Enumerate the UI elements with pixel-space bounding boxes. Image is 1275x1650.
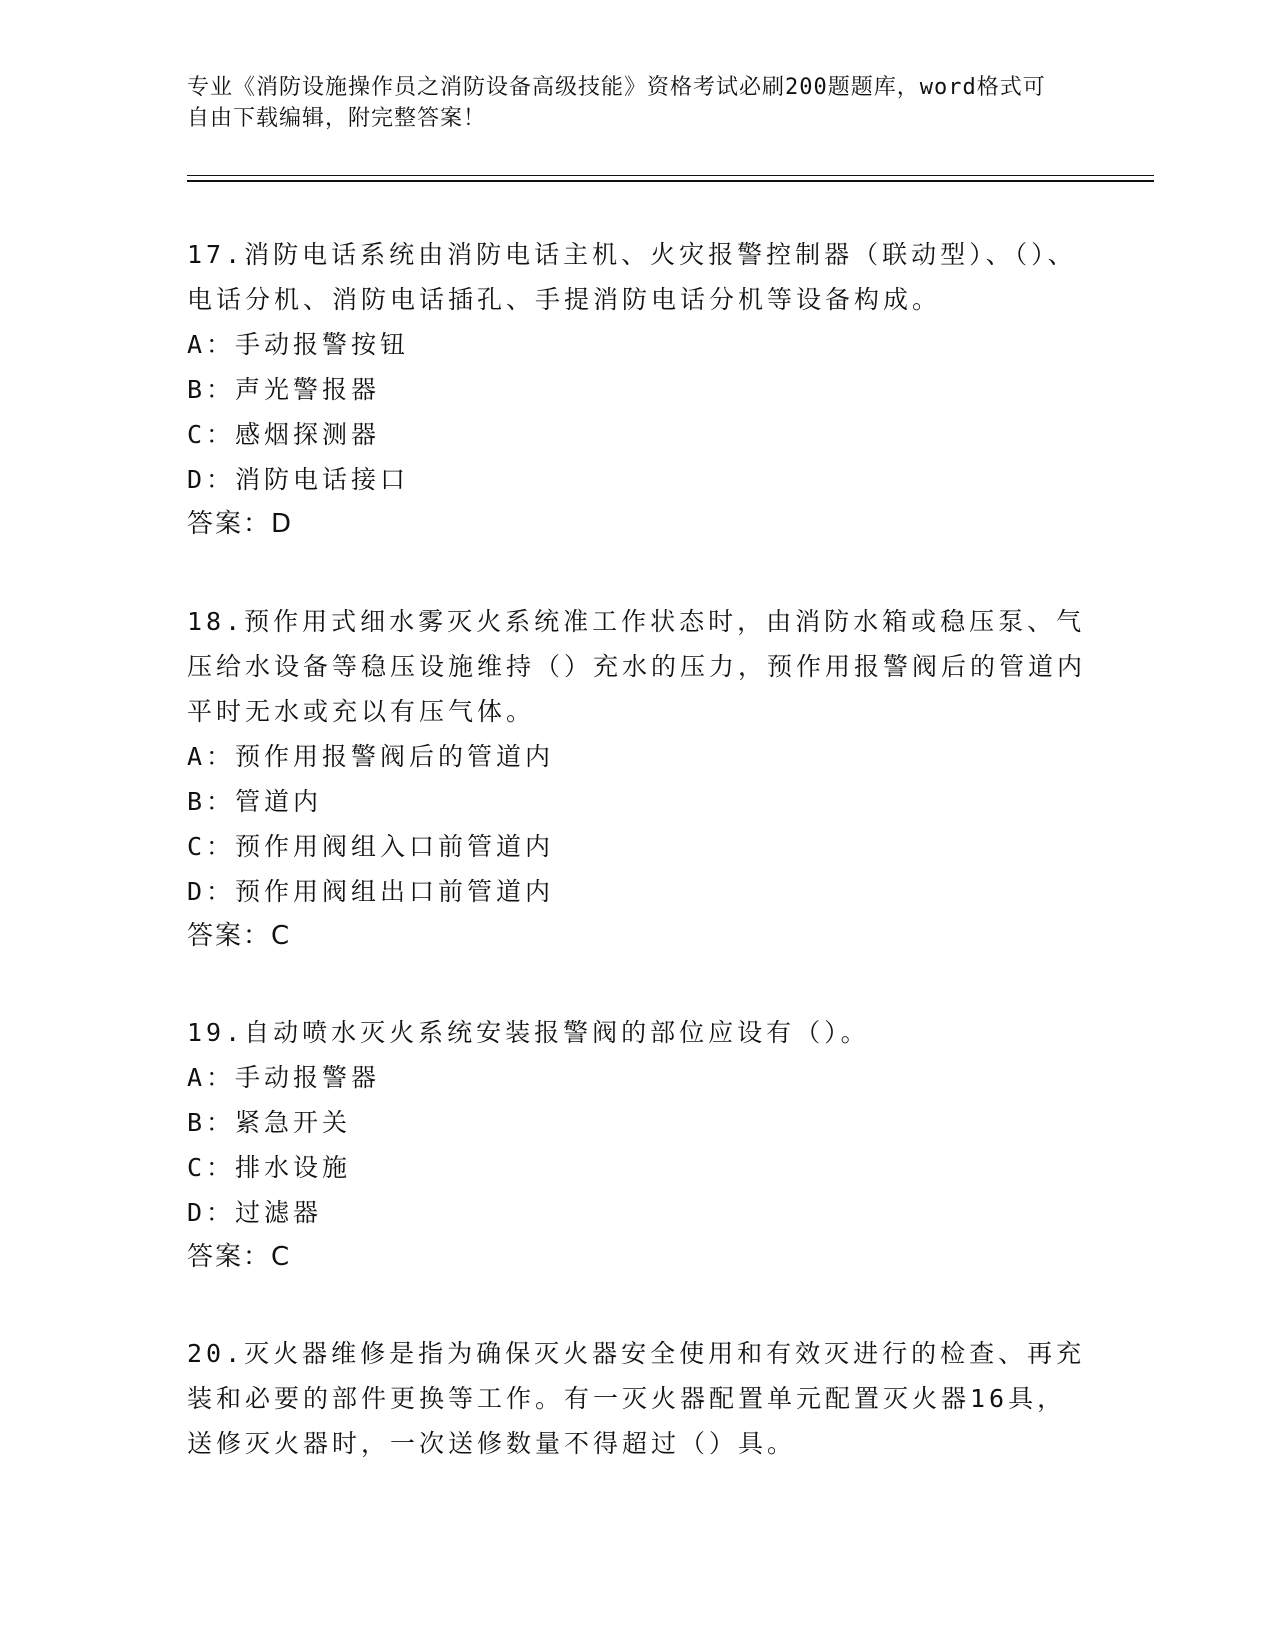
header-divider-thick <box>187 180 1154 182</box>
answer-label: 答案：C <box>187 921 292 951</box>
option-a: A：手动报警按钮 <box>187 330 410 359</box>
option-d: D：过滤器 <box>187 1198 323 1227</box>
question-stem: 17.消防电话系统由消防电话主机、火灾报警控制器（联动型）、（）、电话分机、消防电话插孔、手提消防电话分机等设备构成。 <box>187 240 1077 314</box>
option-b: B：紧急开关 <box>187 1108 352 1137</box>
answer-label: 答案：D <box>187 509 294 539</box>
header-divider-thin <box>187 175 1154 176</box>
option-b: B：声光警报器 <box>187 375 381 404</box>
question-20 <box>187 1331 1087 1466</box>
answer-label: 答案：C <box>187 1242 292 1272</box>
question-19 <box>187 1010 1087 1280</box>
document-header: 专业《消防设施操作员之消防设备高级技能》资格考试必刷200题题库，word格式可自由下载编辑，附完整答案！ <box>187 75 1046 131</box>
question-17 <box>187 232 1087 547</box>
option-c: C：预作用阀组入口前管道内 <box>187 832 555 861</box>
option-a: A：手动报警器 <box>187 1063 381 1092</box>
question-18 <box>187 599 1087 959</box>
question-stem: 19.自动喷水灭火系统安装报警阀的部位应设有（）。 <box>187 1018 870 1047</box>
option-b: B：管道内 <box>187 787 323 816</box>
option-d: D：预作用阀组出口前管道内 <box>187 877 555 906</box>
option-d: D：消防电话接口 <box>187 465 410 494</box>
option-c: C：感烟探测器 <box>187 420 381 449</box>
question-stem: 18.预作用式细水雾灭火系统准工作状态时，由消防水箱或稳压泵、气压给水设备等稳压设施维持（）充水的压力，预作用报警阀后的管道内平时无水或充以有压气体。 <box>187 607 1087 726</box>
question-stem: 20.灭火器维修是指为确保灭火器安全使用和有效灭进行的检查、再充装和必要的部件更换等工作。有一灭火器配置单元配置灭火器16具，送修灭火器时，一次送修数量不得超过（）具。 <box>187 1339 1086 1458</box>
option-c: C：排水设施 <box>187 1153 352 1182</box>
option-a: A：预作用报警阀后的管道内 <box>187 742 555 771</box>
